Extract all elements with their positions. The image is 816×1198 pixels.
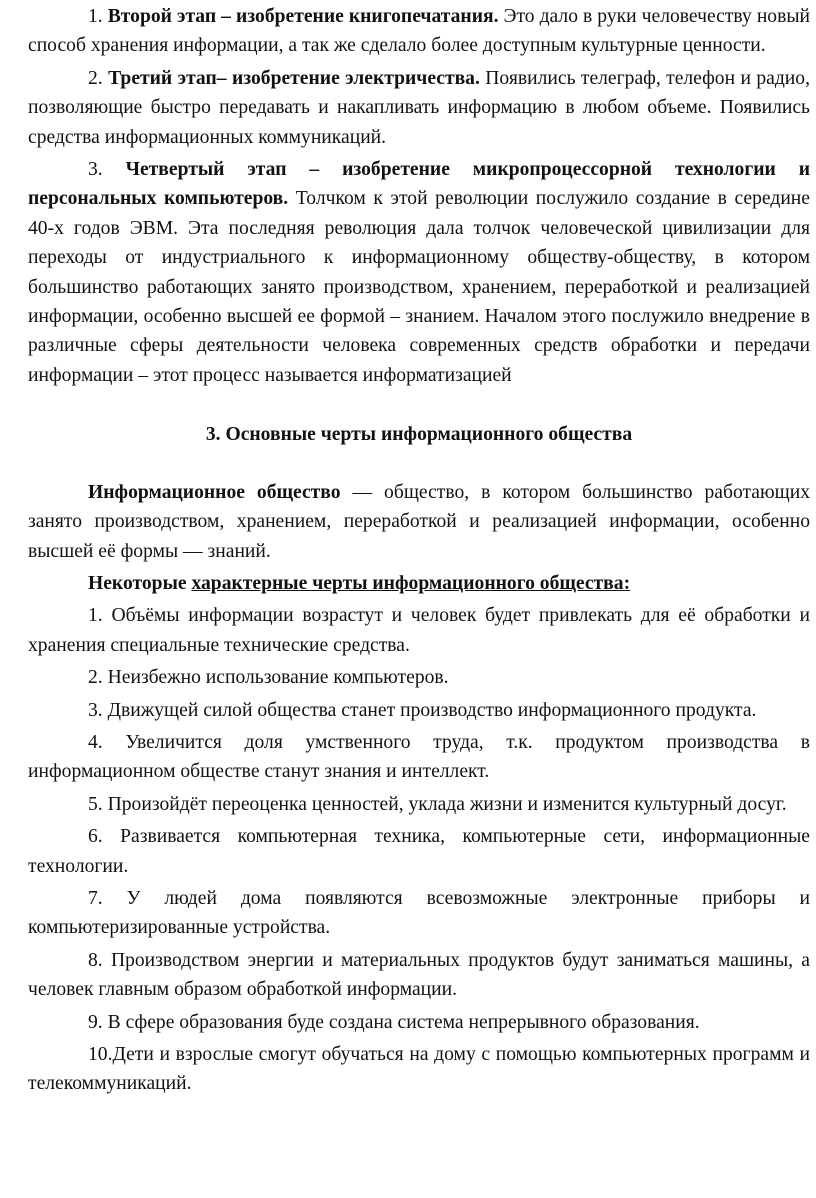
list-item-text: Увеличится доля умственного труда, т.к. продуктом производства в информационном обществе станут знания и интеллект.	[28, 731, 810, 783]
list-item	[28, 601, 810, 660]
list-item-text: Произойдёт переоценка ценностей, уклада жизни и изменится культурный досуг.	[107, 793, 787, 815]
list-item-number: 7.	[88, 887, 103, 909]
definition-term: Информационное общество	[88, 481, 341, 503]
list-item-text: Дети и взрослые смогут обучаться на дому с помощью компьютерных программ и телекоммуникаций.	[28, 1044, 810, 1095]
list-item-text: Неизбежно использование компьютеров.	[107, 667, 449, 689]
features-list	[28, 601, 810, 1099]
list-item-number: 4.	[88, 731, 103, 753]
list-item	[28, 663, 810, 692]
stage-item	[28, 2, 810, 61]
list-item	[28, 1008, 810, 1037]
list-item	[28, 1040, 810, 1099]
stage-number: 2.	[88, 67, 103, 89]
section-heading: 3. Основные черты информационного общества	[205, 424, 633, 446]
features-intro	[28, 569, 810, 598]
list-item-text: В сфере образования буде создана система непрерывного образования.	[107, 1011, 700, 1033]
stage-number: 1.	[88, 6, 103, 27]
list-item-text: Объёмы информации возрастут и человек будет привлекать для её обработки и хранения специальные технические средства.	[28, 605, 811, 656]
list-item-text: Производством энергии и материальных продуктов будут заниматься машины, а человек главным образом обработкой информации.	[28, 949, 810, 1001]
list-item-number: 5.	[88, 793, 103, 815]
list-item-number: 9.	[88, 1011, 103, 1033]
stage-item	[28, 155, 810, 390]
list-item-number: 8.	[88, 949, 103, 971]
list-item-text: Движущей силой общества станет производство информационного продукта.	[107, 699, 757, 721]
stage-text: Это дало в руки человечеству новый способ хранения информации, а так же сделало более доступным культурные ценности.	[28, 6, 810, 57]
stage-title: Второй этап – изобретение книгопечатания.	[107, 6, 499, 27]
list-item-text: У людей дома появляются всевозможные электронные приборы и компьютеризированные устройства.	[28, 887, 810, 939]
list-item	[28, 696, 810, 725]
list-item	[28, 946, 810, 1005]
list-item-number: 3.	[88, 699, 103, 721]
list-item	[28, 822, 810, 881]
list-item-number: 2.	[88, 667, 103, 689]
features-intro-underlined: характерные черты информационного общества:	[191, 572, 631, 594]
definition-text: — общество, в котором большинство работающих занято производством, хранением, переработкой и реализацией информации, особенно высшей её формы — знаний.	[28, 481, 810, 562]
list-item	[28, 728, 810, 787]
list-item-number: 1.	[88, 605, 103, 627]
stage-number: 3.	[88, 159, 103, 181]
stage-title: Третий этап– изобретение электричества.	[108, 67, 480, 89]
list-item-number: 6.	[88, 826, 103, 848]
stage-title: Четвертый этап – изобретение микропроцессорной технологии и персональных компьютеров.	[28, 159, 810, 210]
features-intro-lead: Некоторые	[88, 572, 192, 594]
stage-text: Появились телеграф, телефон и радио, позволяющие быстро передавать и накапливать информацию в любом объеме. Появились средства информационных коммуникаций.	[28, 67, 810, 148]
list-item	[28, 884, 810, 943]
list-item	[28, 790, 810, 819]
list-item-number: 10.	[88, 1044, 113, 1065]
stage-text: Толчком к этой революции послужило создание в середине 40-х годов ЭВМ. Эта последняя революция дала толчок человеческой цивилизации для переходы от индустриального к информационному обществу-обществу, в котором большинство работающих занято производством, хранением, переработкой и реализацией информации, особенно высшей ее формой – знанием. Началом этого послужило внедрение в различные сферы деятельности человека современных средств обработки и передачи информации – этот процесс называется информатизацией	[28, 188, 810, 386]
definition-paragraph	[28, 478, 810, 566]
stage-item	[28, 64, 810, 152]
list-item-text: Развивается компьютерная техника, компьютерные сети, информационные технологии.	[28, 826, 810, 877]
